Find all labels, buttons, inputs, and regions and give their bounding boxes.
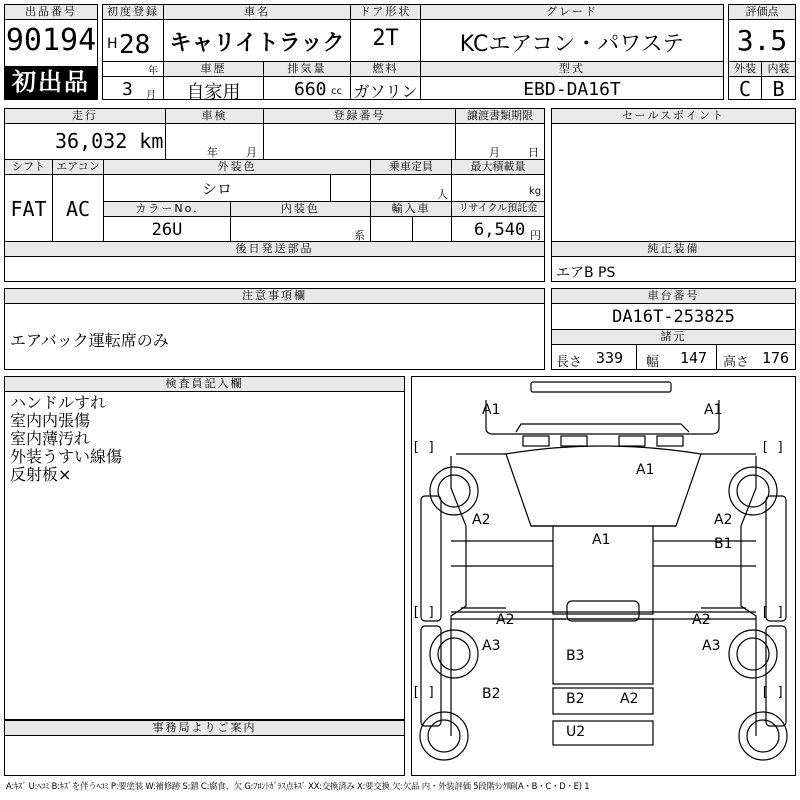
bracket-marker: [ ]: [412, 605, 436, 620]
damage-mark-front-right: A1: [704, 402, 723, 418]
damage-mark-roof: A1: [636, 462, 655, 478]
aircon-label: エアコン: [53, 160, 103, 175]
displacement: 660: [294, 79, 327, 100]
width: 147: [680, 349, 708, 367]
import-label: 輸入車: [371, 202, 451, 216]
damage-mark-bed-left: A3: [482, 638, 501, 654]
recycle: 6,540: [474, 220, 526, 240]
damage-mark-cabin-right-2: B1: [714, 536, 733, 552]
exterior-color: シロ: [201, 180, 232, 198]
office-label: 事務局よりご案内: [5, 721, 404, 736]
fuel-label: 燃料: [351, 62, 420, 76]
damage-mark-front-left: A1: [482, 402, 501, 418]
era: H: [107, 36, 118, 52]
bracket-marker: [ ]: [412, 440, 436, 455]
damage-mark-floor: A1: [592, 532, 611, 548]
history-label: 車歴: [164, 62, 263, 76]
damage-mark-gate-left: B2: [566, 691, 585, 707]
fuel: ガソリン: [353, 82, 418, 101]
inspector-line: ハンドルすれ: [10, 393, 107, 412]
bracket-marker: [ ]: [412, 685, 436, 700]
genuine-equipment: エアB PS: [556, 265, 616, 281]
capacity-label: 乗車定員: [371, 160, 451, 174]
truck-diagram: [411, 376, 796, 776]
car-name-label: 車名: [164, 5, 350, 19]
height: 176: [762, 349, 790, 367]
history: 自家用: [186, 82, 241, 103]
chassis-number: DA16T-253825: [612, 307, 735, 327]
lot-number-label: 出品番号: [5, 5, 97, 20]
inspector-line: 反射板×: [10, 465, 72, 484]
displacement-unit: cc: [331, 86, 342, 97]
damage-mark-cabin-left: A2: [472, 512, 491, 528]
notes-text: エアバック運転席のみ: [10, 331, 169, 350]
recycle-unit: 円: [530, 229, 541, 242]
legend: A:ｷｽﾞ U:ﾍｺﾐ B:ｷｽﾞを伴うﾍｺﾐ P:要塗装 W:補修跡 S:錆 C:腐食、欠 G:ﾌﾛﾝﾄｶﾞﾗｽ点ｷｽﾞ XX:交換済み X:要交換 欠:欠品 内・外装評価 5段階ﾗﾝｸ順(A・B・C・D・E) 1: [6, 781, 590, 791]
sales-label: セールスポイント: [552, 109, 795, 124]
color-no-label: カラーNo.: [104, 202, 230, 216]
max-load-label: 最大積載量: [452, 160, 544, 174]
max-load-unit: kg: [529, 186, 542, 197]
reg-month: 3: [122, 79, 133, 100]
first-listing-badge: 初出品: [5, 66, 97, 99]
year-unit: 年: [148, 66, 158, 77]
damage-mark-gate-right: A2: [620, 691, 639, 707]
bracket-marker: [ ]: [761, 685, 785, 700]
model-label: 型式: [421, 62, 723, 76]
color-no: 26U: [151, 220, 183, 240]
inspection-month-unit: 月: [246, 146, 257, 159]
grade: KCエアコン・パワステ: [459, 32, 685, 57]
grade-label: グレード: [421, 5, 723, 19]
sales-box: [551, 108, 796, 242]
damage-mark-sill-left: A2: [496, 612, 515, 628]
inspection-year-unit: 年: [207, 146, 218, 159]
damage-mark-rear: U2: [566, 724, 586, 740]
specs-label: 諸元: [552, 330, 795, 345]
bracket-marker: [ ]: [761, 440, 785, 455]
lot-number: 90194: [5, 23, 97, 58]
bracket-marker: [ ]: [761, 605, 785, 620]
door-label: ドア形状: [351, 5, 420, 19]
width-label: 幅: [646, 355, 660, 370]
registration-label: 登録番号: [264, 109, 455, 123]
shift: FAT: [10, 197, 47, 221]
damage-mark-bed-left-low: B2: [482, 686, 501, 702]
transfer-month-unit: 月: [489, 146, 500, 159]
reg-year: 28: [119, 30, 151, 60]
inspection-label: 車検: [166, 109, 263, 123]
capacity-unit: 人: [437, 188, 448, 201]
interior-score: B: [772, 77, 785, 101]
damage-mark-cabin-right: A2: [714, 512, 733, 528]
damage-mark-sill-right: A2: [692, 612, 711, 628]
score-label: 評価点: [729, 5, 795, 19]
damage-mark-bed-right: A3: [702, 638, 721, 654]
aircon: AC: [65, 197, 91, 221]
mileage-label: 走行: [5, 109, 165, 123]
damage-mark-bed: B3: [566, 648, 585, 664]
exterior-color-label: 外装色: [104, 160, 370, 174]
genuine-label: 純正装備: [552, 242, 795, 257]
notes-label: 注意事項欄: [5, 289, 544, 304]
interior-label: 内装: [762, 62, 795, 76]
length: 339: [596, 349, 624, 367]
door-type: 2T: [372, 26, 399, 51]
interior-color-label: 内装色: [231, 202, 370, 216]
transfer-day-unit: 日: [528, 146, 539, 159]
length-label: 長さ: [556, 355, 583, 370]
mileage: 36,032 km: [55, 129, 164, 153]
transfer-label: 譲渡書類期限: [456, 109, 544, 123]
inspector-line: 室内薄汚れ: [10, 429, 91, 448]
exterior-score: C: [738, 77, 752, 101]
model: EBD-DA16T: [523, 79, 621, 100]
later-parts-label: 後日発送部品: [5, 242, 544, 257]
score: 3.5: [736, 24, 788, 57]
exterior-label: 外装: [729, 62, 761, 76]
recycle-label: リサイクル預託金: [452, 202, 544, 216]
chassis-label: 車台番号: [552, 289, 795, 304]
inspector-label: 検査員記入欄: [5, 377, 404, 392]
displacement-label: 排気量: [264, 62, 350, 76]
shift-label: シフト: [5, 160, 52, 175]
interior-color-unit: 系: [354, 229, 365, 242]
car-name: キャリイトラック: [169, 31, 345, 56]
month-unit: 月: [146, 90, 156, 101]
inspector-line: 室内内張傷: [10, 411, 91, 430]
first-reg-label: 初度登録: [103, 5, 163, 19]
height-label: 高さ: [723, 355, 750, 370]
inspector-line: 外装うすい線傷: [10, 447, 123, 466]
